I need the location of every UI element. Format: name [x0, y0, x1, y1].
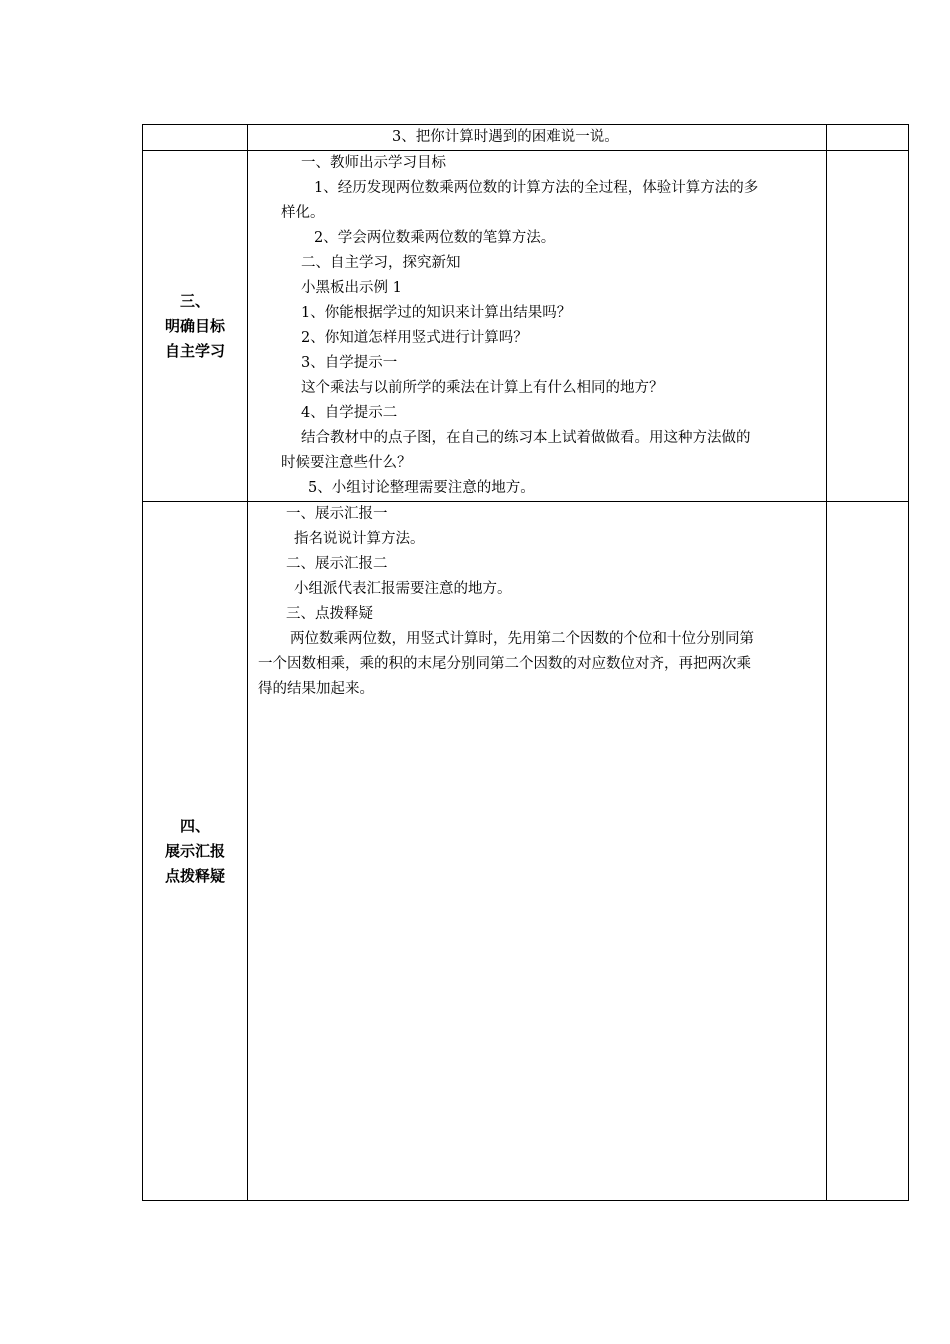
row-label-line: 明确目标: [164, 316, 225, 335]
content-line: 样化。: [281, 205, 325, 221]
row-label-cell: [143, 151, 248, 502]
content-line: 二、展示汇报二: [286, 556, 388, 572]
content-line: 1、你能根据学过的知识来计算出结果吗？: [301, 305, 572, 321]
row-label-number: 四、: [179, 816, 210, 835]
content-line: 指名说说计算方法。: [294, 531, 425, 547]
row-content-cell: [248, 125, 827, 151]
row-notes-cell: [827, 502, 909, 1201]
content-line: 小黑板出示例 1: [301, 280, 402, 296]
content-line: 2、学会两位数乘两位数的笔算方法。: [314, 230, 556, 246]
row-label-line: 展示汇报: [164, 841, 225, 860]
content-line: 两位数乘两位数，用竖式计算时，先用第二个因数的个位和十位分别同第: [290, 631, 754, 647]
content-line: 结合教材中的点子图，在自己的练习本上试着做做看。用这种方法做的: [301, 430, 751, 446]
content-line: 5、小组讨论整理需要注意的地方。: [308, 480, 535, 496]
row-label-line: 自主学习: [164, 341, 225, 360]
content-line: 3、自学提示一: [301, 355, 398, 371]
content-line: 二、自主学习，探究新知: [301, 255, 461, 271]
content-line: 2、你知道怎样用竖式进行计算吗？: [301, 330, 528, 346]
content-line: 得的结果加起来。: [258, 681, 374, 697]
content-line: 时候要注意些什么？: [281, 455, 412, 471]
row-notes-cell: [827, 125, 909, 151]
content-line: 一、展示汇报一: [286, 506, 388, 522]
row-label-cell: [143, 502, 248, 1201]
content-line: 3、把你计算时遇到的困难说一说。: [392, 129, 619, 145]
lesson-plan-table: [142, 124, 909, 1201]
content-line: 这个乘法与以前所学的乘法在计算上有什么相同的地方？: [301, 380, 664, 396]
row-label-line: 点拨释疑: [164, 866, 225, 885]
content-line: 4、自学提示二: [301, 405, 398, 421]
table-row: [143, 502, 909, 1201]
row-notes-cell: [827, 151, 909, 502]
table-row: [143, 125, 909, 151]
row-label-number: 三、: [179, 291, 210, 310]
content-line: 1、经历发现两位数乘两位数的计算方法的全过程，体验计算方法的多: [314, 180, 759, 196]
content-line: 小组派代表汇报需要注意的地方。: [294, 581, 512, 597]
row-content-cell: [248, 502, 827, 1201]
content-line: 三、点拨释疑: [286, 606, 373, 622]
content-line: 一个因数相乘，乘的积的末尾分别同第二个因数的对应数位对齐，再把两次乘: [258, 656, 751, 672]
table-row: [143, 151, 909, 502]
content-line: 一、教师出示学习目标: [301, 155, 446, 171]
row-content-cell: [248, 151, 827, 502]
row-label-cell: [143, 125, 248, 151]
